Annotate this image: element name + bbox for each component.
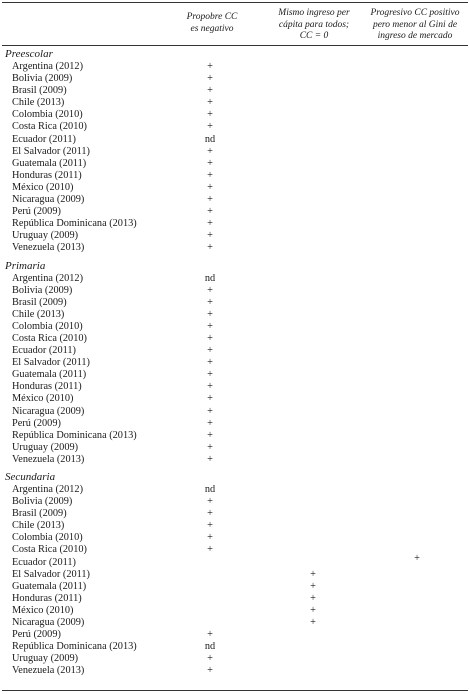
propobre-cell: + xyxy=(207,393,213,405)
table-row xyxy=(4,665,466,677)
country-cell: Nicaragua (2009) xyxy=(12,194,85,206)
propobre-cell: + xyxy=(207,441,213,453)
table-row xyxy=(4,146,466,158)
top-rule xyxy=(2,2,468,3)
propobre-cell: + xyxy=(207,230,213,242)
header-cc: CC xyxy=(224,12,238,22)
propobre-cell: + xyxy=(207,206,213,218)
header-text: = 0 xyxy=(314,31,329,41)
table-row xyxy=(4,285,466,297)
mismo-ingreso-cell: + xyxy=(310,592,316,604)
propobre-cell: + xyxy=(207,218,213,230)
section-title: Preescolar xyxy=(5,48,53,60)
table-row xyxy=(4,109,466,121)
mismo-ingreso-cell: + xyxy=(310,617,316,629)
country-cell: Venezuela (2013) xyxy=(12,242,85,254)
propobre-cell: + xyxy=(207,429,213,441)
country-cell: Chile (2013) xyxy=(12,308,65,320)
propobre-cell: + xyxy=(207,320,213,332)
table-row xyxy=(4,73,466,85)
table-row xyxy=(4,393,466,405)
propobre-cell: + xyxy=(207,296,213,308)
table-row xyxy=(4,430,466,442)
table-row xyxy=(4,381,466,393)
header-rule xyxy=(2,45,468,46)
country-cell: República Dominicana (2013) xyxy=(12,218,137,230)
propobre-cell: + xyxy=(207,194,213,206)
header-text: Mismo ingreso per xyxy=(278,8,350,18)
country-cell: Chile (2013) xyxy=(12,97,65,109)
table-row xyxy=(4,406,466,418)
country-cell: Chile (2013) xyxy=(12,520,65,532)
mismo-ingreso-cell: + xyxy=(310,580,316,592)
country-cell: México (2010) xyxy=(12,181,74,193)
table-row xyxy=(4,520,466,532)
country-cell: Uruguay (2009) xyxy=(12,230,79,242)
table-row xyxy=(4,532,466,544)
table-row xyxy=(4,605,466,617)
country-cell: Brasil (2009) xyxy=(12,296,67,308)
table-row xyxy=(4,593,466,605)
country-cell: Bolivia (2009) xyxy=(12,284,73,296)
country-cell: México (2010) xyxy=(12,393,74,405)
table-row xyxy=(4,345,466,357)
country-cell: El Salvador (2011) xyxy=(12,145,90,157)
propobre-cell: + xyxy=(207,73,213,85)
table-row xyxy=(4,297,466,309)
data-table xyxy=(4,47,466,678)
country-cell: Ecuador (2011) xyxy=(12,133,76,145)
table-row xyxy=(4,170,466,182)
section-title: Secundaria xyxy=(5,471,56,483)
country-cell: Brasil (2009) xyxy=(12,508,67,520)
table-row xyxy=(4,121,466,133)
header-text: Propobre xyxy=(186,12,223,22)
propobre-cell: + xyxy=(207,242,213,254)
propobre-cell: + xyxy=(207,61,213,72)
header-text: ingreso de mercado xyxy=(377,31,453,41)
country-cell: Bolivia (2009) xyxy=(12,73,73,85)
country-cell: Costa Rica (2010) xyxy=(12,332,87,344)
country-cell: Argentina (2012) xyxy=(12,484,84,495)
table-row xyxy=(4,97,466,109)
header-cc: CC xyxy=(414,8,428,18)
country-cell: Costa Rica (2010) xyxy=(12,544,87,556)
country-cell: Honduras (2011) xyxy=(12,381,82,393)
propobre-cell: + xyxy=(207,157,213,169)
country-cell: Perú (2009) xyxy=(12,206,61,218)
propobre-cell: + xyxy=(207,508,213,520)
table-row xyxy=(4,653,466,665)
propobre-cell: + xyxy=(207,308,213,320)
bottom-rule xyxy=(2,690,468,691)
propobre-cell: + xyxy=(207,109,213,121)
table-row xyxy=(4,321,466,333)
column-header-propobre xyxy=(167,12,257,35)
propobre-cell: + xyxy=(207,532,213,544)
propobre-cell: + xyxy=(207,345,213,357)
country-cell: Ecuador (2011) xyxy=(12,556,76,568)
table-row xyxy=(4,442,466,454)
table-row xyxy=(4,158,466,170)
table-row xyxy=(4,218,466,230)
table-row xyxy=(4,194,466,206)
propobre-cell: + xyxy=(207,405,213,417)
country-cell: Ecuador (2011) xyxy=(12,345,76,357)
header-text: es negativo xyxy=(190,23,234,34)
propobre-cell: nd xyxy=(204,641,216,653)
country-cell: Honduras (2011) xyxy=(12,592,82,604)
table-row xyxy=(4,309,466,321)
propobre-cell: + xyxy=(207,181,213,193)
table-row xyxy=(4,508,466,520)
header-cc: CC xyxy=(299,31,313,41)
country-cell: Venezuela (2013) xyxy=(12,665,85,677)
table-row xyxy=(4,544,466,556)
propobre-cell: + xyxy=(207,145,213,157)
propobre-cell: + xyxy=(207,169,213,181)
country-cell: El Salvador (2011) xyxy=(12,357,90,369)
country-cell: Uruguay (2009) xyxy=(12,653,79,665)
table-row xyxy=(4,629,466,641)
country-cell: Guatemala (2011) xyxy=(12,580,87,592)
propobre-cell: nd xyxy=(204,484,216,495)
table-row xyxy=(4,333,466,345)
propobre-cell: nd xyxy=(204,272,216,284)
table-row xyxy=(4,273,466,285)
propobre-cell: + xyxy=(207,544,213,556)
country-cell: Honduras (2011) xyxy=(12,169,82,181)
country-cell: Colombia (2010) xyxy=(12,320,83,332)
propobre-cell: nd xyxy=(204,133,216,145)
section-title: Primaria xyxy=(5,259,46,272)
mismo-ingreso-cell: + xyxy=(310,568,316,580)
country-cell: Perú (2009) xyxy=(12,629,61,641)
country-cell: Costa Rica (2010) xyxy=(12,121,87,133)
table-row xyxy=(4,496,466,508)
country-cell: Colombia (2010) xyxy=(12,109,83,121)
table-row xyxy=(4,61,466,73)
propobre-cell: + xyxy=(207,653,213,665)
country-cell: El Salvador (2011) xyxy=(12,568,90,580)
table-row xyxy=(4,484,466,496)
table-row xyxy=(4,569,466,581)
table-row xyxy=(4,454,466,466)
country-cell: Uruguay (2009) xyxy=(12,441,79,453)
progresivo-cell: + xyxy=(414,552,420,564)
propobre-cell: + xyxy=(207,520,213,532)
propobre-cell: + xyxy=(207,629,213,641)
table-row xyxy=(4,85,466,97)
header-text: Progresivo xyxy=(370,8,412,18)
table-row xyxy=(4,242,466,254)
table-row xyxy=(4,357,466,369)
table-row xyxy=(4,182,466,194)
propobre-cell: + xyxy=(207,381,213,393)
table-row xyxy=(4,230,466,242)
table-row xyxy=(4,134,466,146)
table-row xyxy=(4,418,466,430)
propobre-cell: + xyxy=(207,496,213,508)
table-row xyxy=(4,206,466,218)
country-cell: Bolivia (2009) xyxy=(12,496,73,508)
propobre-cell: + xyxy=(207,121,213,133)
country-cell: Perú (2009) xyxy=(12,417,61,429)
country-cell: Nicaragua (2009) xyxy=(12,405,85,417)
country-cell: República Dominicana (2013) xyxy=(12,641,137,653)
country-cell: Guatemala (2011) xyxy=(12,369,87,381)
propobre-cell: + xyxy=(207,332,213,344)
country-cell: México (2010) xyxy=(12,604,74,616)
country-cell: Nicaragua (2009) xyxy=(12,617,85,629)
propobre-cell: + xyxy=(207,97,213,109)
country-cell: Venezuela (2013) xyxy=(12,453,85,465)
country-cell: Guatemala (2011) xyxy=(12,157,87,169)
country-cell: Colombia (2010) xyxy=(12,532,83,544)
country-cell: República Dominicana (2013) xyxy=(12,429,137,441)
mismo-ingreso-cell: + xyxy=(310,604,316,616)
table-row xyxy=(4,617,466,629)
table-row xyxy=(4,369,466,381)
propobre-cell: + xyxy=(207,357,213,369)
header-text: positivo xyxy=(429,8,460,18)
propobre-cell: + xyxy=(207,85,213,97)
header-text: cápita para todos; xyxy=(278,19,350,30)
country-cell: Argentina (2012) xyxy=(12,272,84,284)
header-text: pero menor al Gini de xyxy=(372,19,458,30)
propobre-cell: + xyxy=(207,665,213,677)
propobre-cell: + xyxy=(207,284,213,296)
column-header-mismo-ingreso xyxy=(268,8,360,43)
country-cell: Argentina (2012) xyxy=(12,61,84,72)
table-row xyxy=(4,552,466,569)
table-row xyxy=(4,581,466,593)
table-row xyxy=(4,641,466,653)
propobre-cell: + xyxy=(207,369,213,381)
propobre-cell: + xyxy=(207,453,213,465)
propobre-cell: + xyxy=(207,417,213,429)
country-cell: Brasil (2009) xyxy=(12,85,67,97)
column-header-progresivo xyxy=(364,8,466,43)
